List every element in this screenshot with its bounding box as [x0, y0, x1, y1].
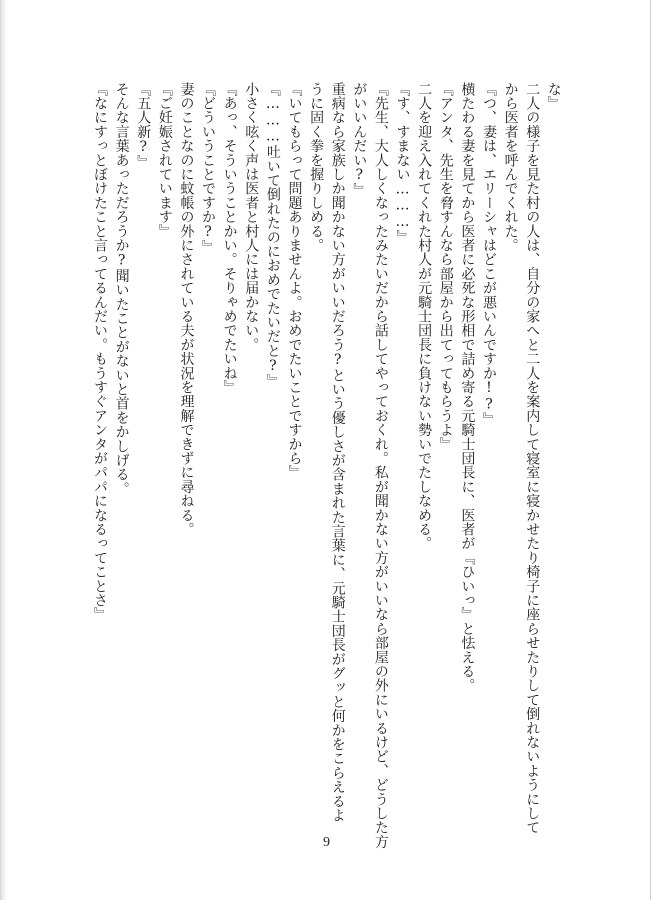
text-line: がいいんだい?』	[351, 82, 368, 198]
text-line: から医者を呼んでくれた。	[502, 82, 519, 253]
text-line: 『どういうことですか?』	[200, 82, 217, 255]
text-line: 『す、すまない………』	[394, 82, 411, 245]
text-line: 『あっ、そういうことかい。そりゃめでたいね』	[221, 82, 238, 395]
text-line: 二人を迎え入れてくれた村人が元騎士団長に負けない勢いでたしなめる。	[416, 82, 433, 551]
text-line: 妻のことなのに蚊帳の外にされている夫が状況を理解できずに尋ねる。	[178, 82, 195, 537]
text-line: 『いてもらって問題ありませんよ。おめでたいことですから』	[286, 82, 303, 480]
text-line: 横たわる妻を見てから医者に必死な形相で詰め寄る元騎士団長に、医者が『ひいっ』と怯える。	[459, 82, 476, 693]
page-number: 9	[323, 835, 330, 850]
text-line: そんな言葉あっただろうか?聞いたことがないと首をかしげる。	[113, 82, 130, 496]
text-line: 『先生、大人しくなったみたいだから話してやっておくれ。私が聞かない方がいいなら部屋の外にいるけど、どうした方	[372, 82, 389, 849]
text-line: 小さく呟く声は医者と村人には届かない。	[243, 82, 260, 352]
text-line: 『ご妊娠されています』	[156, 82, 173, 239]
text-line: 『五人新?』	[135, 82, 152, 170]
page-spine-shadow	[1, 0, 7, 900]
text-line: 二人の様子を見た村の人は、自分の家へと二人を案内して寝室に寝かせたり椅子に座らせたりして倒れないようにして	[524, 82, 541, 835]
text-line: 『つ、妻は、エリーシャはどこが悪いんですか!?』	[480, 82, 497, 427]
text-line: 『なにすっとぼけたこと言ってるんだい。もうすぐアンタがパパになるってことさ』	[92, 82, 108, 622]
text-line: 『アンタ、先生を脅すんなら部屋から出てってもらうよ』	[437, 82, 454, 452]
text-line: 重病なら家族しか聞かない方がいいだろう?という優しさが含まれた言葉に、元騎士団長がグッと何かをこらえるよ	[329, 82, 346, 823]
text-line: 『………吐いて倒れたのにおめでたいだと?』	[264, 82, 281, 389]
text-line: な』	[545, 82, 562, 111]
text-line: うに固く拳を握りしめる。	[308, 82, 325, 253]
vertical-text-body	[92, 82, 562, 849]
